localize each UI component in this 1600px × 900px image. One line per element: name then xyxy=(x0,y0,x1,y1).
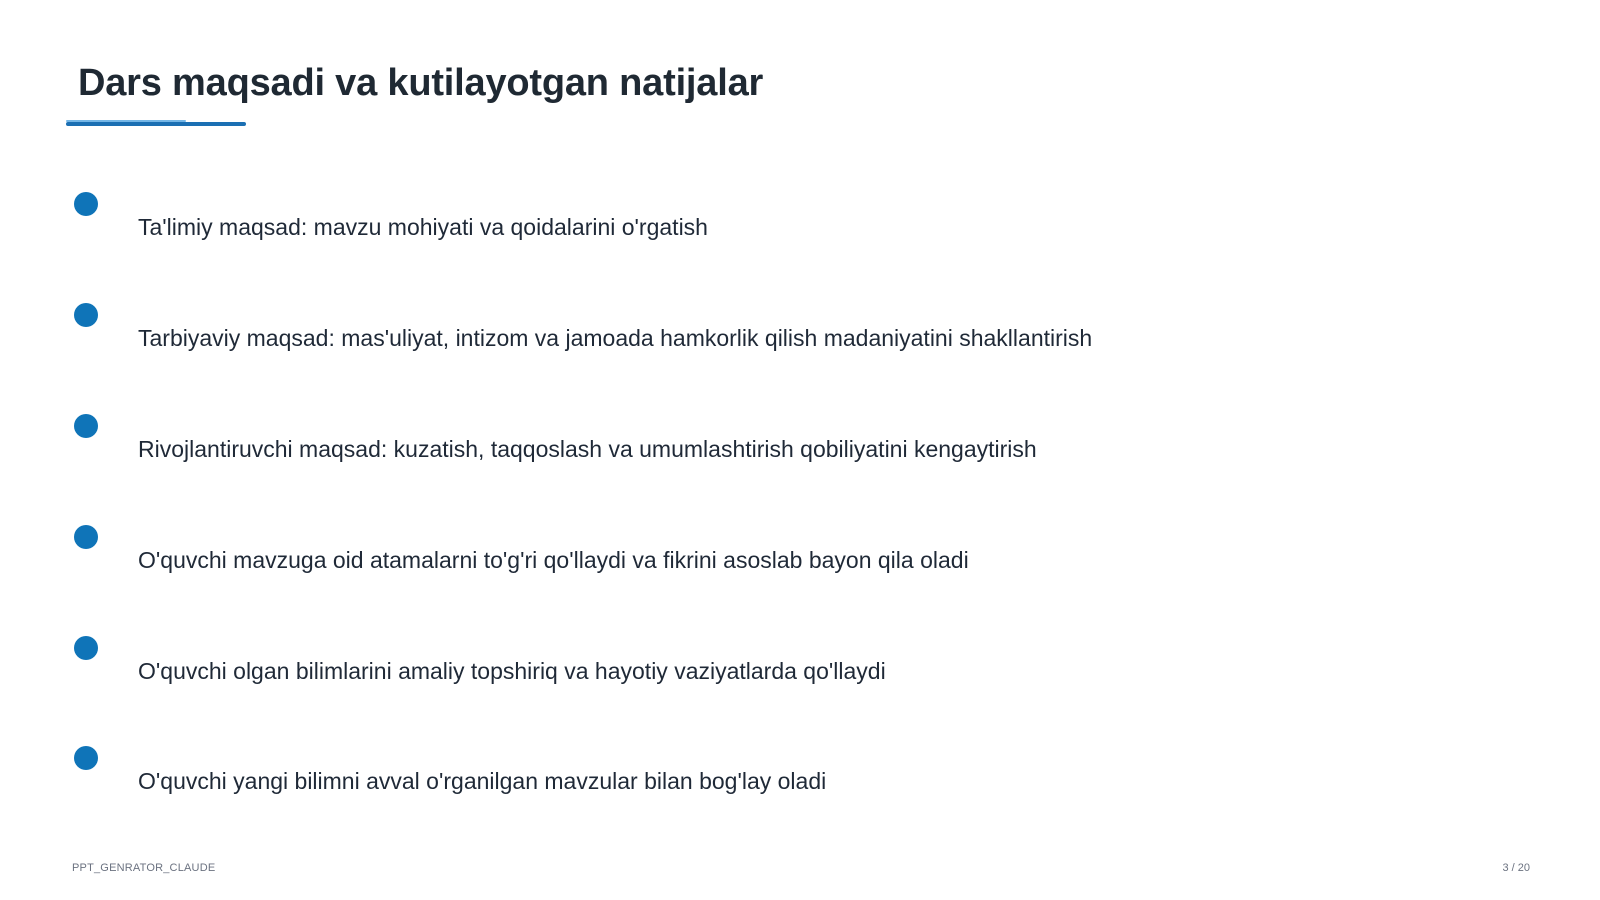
bullet-text: O'quvchi mavzuga oid atamalarni to'g'ri qo'llaydi va fikrini asoslab bayon qila oladi xyxy=(138,547,969,573)
bullet-item xyxy=(74,414,1514,474)
bullet-dot-icon xyxy=(74,636,98,660)
page-number: 3 / 20 xyxy=(1502,862,1530,874)
bullet-dot-icon xyxy=(74,303,98,327)
bullet-text: Ta'limiy maqsad: mavzu mohiyati va qoidalarini o'rgatish xyxy=(138,214,708,240)
bullet-dot-icon xyxy=(74,192,98,216)
bullet-text: Rivojlantiruvchi maqsad: kuzatish, taqqoslash va umumlashtirish qobiliyatini kengaytirish xyxy=(138,436,1037,462)
bullet-text: Tarbiyaviy maqsad: mas'uliyat, intizom va jamoada hamkorlik qilish madaniyatini shakllantirish xyxy=(138,325,1093,351)
bullet-item xyxy=(74,525,1514,585)
bullet-dot-icon xyxy=(74,525,98,549)
bullet-item xyxy=(74,192,1514,252)
footer-label: PPT_GENRATOR_CLAUDE xyxy=(72,862,216,874)
title-underline-highlight xyxy=(66,120,186,122)
title-underline xyxy=(66,122,246,126)
bullet-dot-icon xyxy=(74,746,98,770)
slide-title: Dars maqsadi va kutilayotgan natijalar xyxy=(78,62,764,104)
bullet-text: O'quvchi yangi bilimni avval o'rganilgan mavzular bilan bog'lay oladi xyxy=(138,768,827,794)
bullet-item xyxy=(74,636,1514,696)
bullet-dot-icon xyxy=(74,414,98,438)
bullet-text: O'quvchi olgan bilimlarini amaliy topshiriq va hayotiy vaziyatlarda qo'llaydi xyxy=(138,658,886,684)
bullet-item xyxy=(74,303,1514,363)
bullet-item xyxy=(74,746,1514,806)
